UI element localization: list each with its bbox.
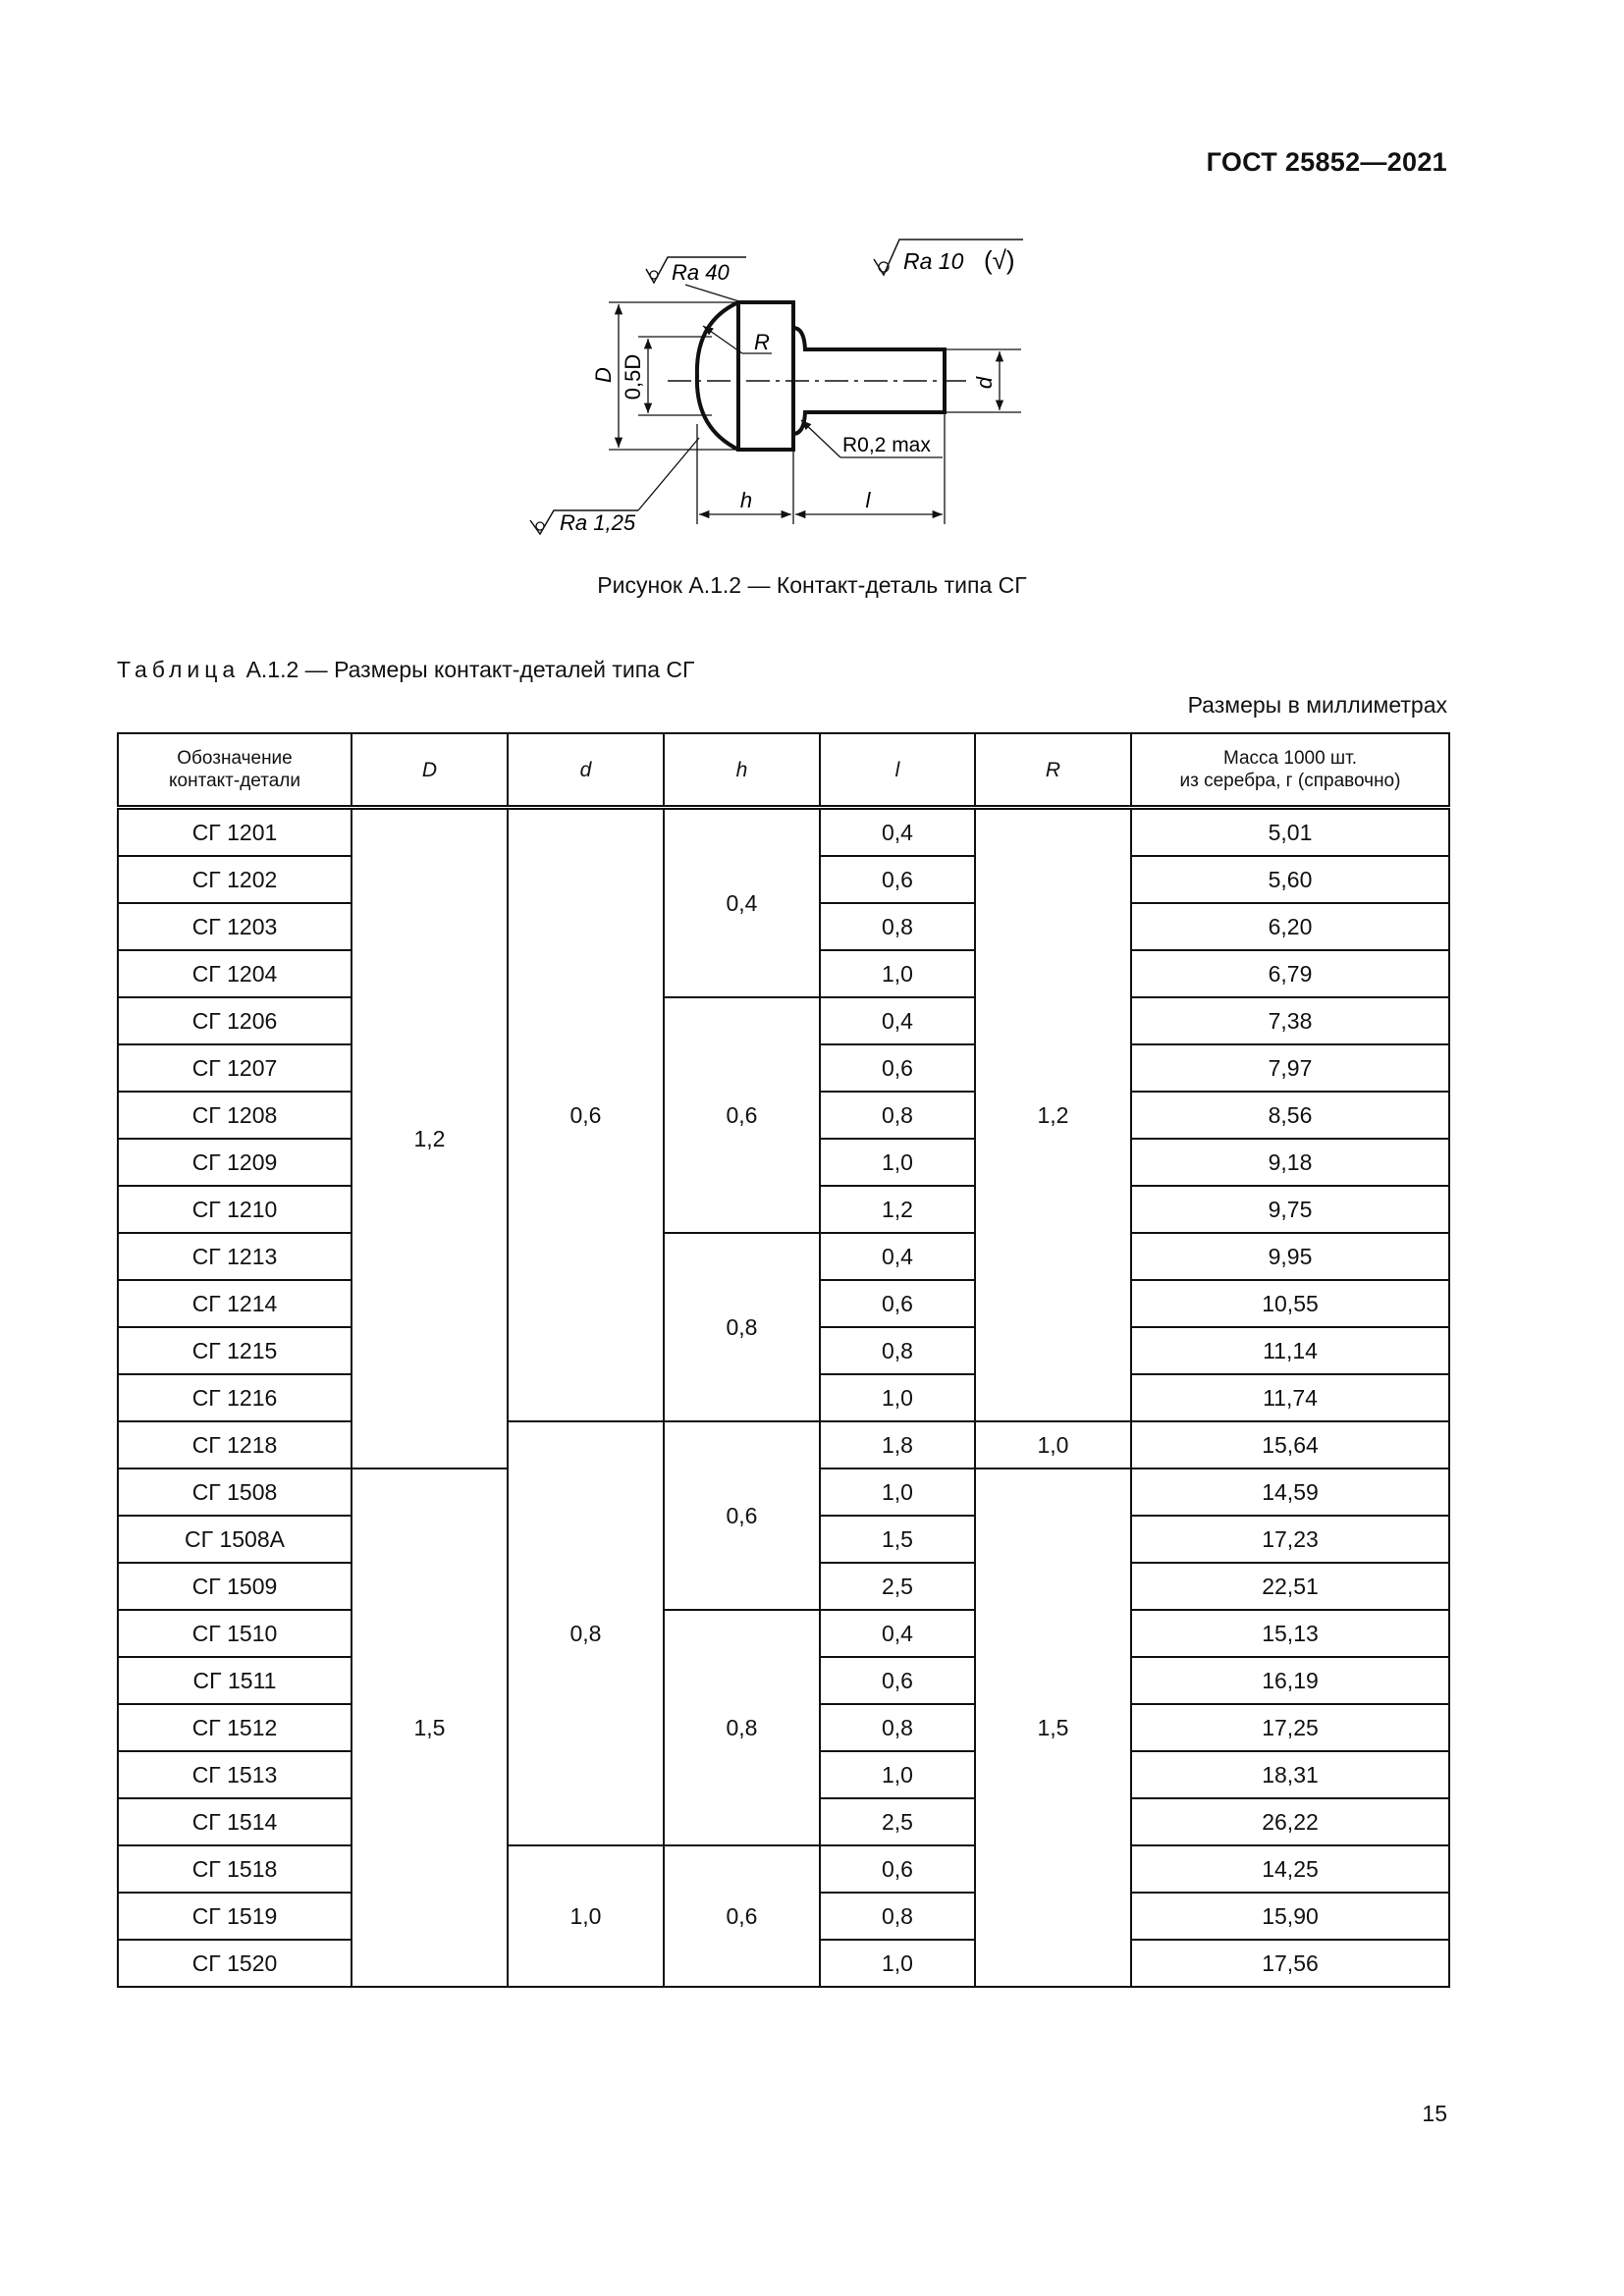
cell-h: 0,6 xyxy=(664,1421,820,1610)
standard-number: ГОСТ 25852—2021 xyxy=(1206,147,1447,177)
cell-mass: 9,95 xyxy=(1131,1233,1449,1280)
cell-h: 0,6 xyxy=(664,997,820,1233)
header-d: d xyxy=(508,733,664,808)
dim-d-label: d xyxy=(972,376,997,390)
cell-h: 0,8 xyxy=(664,1610,820,1845)
table-title-word: Таблица xyxy=(117,657,241,682)
dim-half-D-label: 0,5D xyxy=(621,353,645,400)
cell-D: 1,2 xyxy=(352,808,508,1469)
cell-mass: 14,25 xyxy=(1131,1845,1449,1893)
cell-designation: СГ 1203 xyxy=(118,903,352,950)
cell-R: 1,5 xyxy=(975,1468,1131,1987)
table-row xyxy=(118,1421,1449,1468)
table-row xyxy=(118,1610,1449,1657)
header-mass: Масса 1000 шт. из серебра, г (справочно) xyxy=(1131,733,1449,808)
cell-designation: СГ 1202 xyxy=(118,856,352,903)
cell-mass: 9,18 xyxy=(1131,1139,1449,1186)
page-number: 15 xyxy=(1422,2101,1447,2126)
cell-designation: СГ 1511 xyxy=(118,1657,352,1704)
cell-designation: СГ 1206 xyxy=(118,997,352,1044)
cell-l: 0,8 xyxy=(820,1893,975,1940)
cell-l: 1,0 xyxy=(820,950,975,997)
dim-D-label: D xyxy=(591,367,616,383)
cell-mass: 17,23 xyxy=(1131,1516,1449,1563)
cell-mass: 6,79 xyxy=(1131,950,1449,997)
cell-designation: СГ 1214 xyxy=(118,1280,352,1327)
cell-l: 0,4 xyxy=(820,997,975,1044)
cell-designation: СГ 1519 xyxy=(118,1893,352,1940)
cell-l: 1,0 xyxy=(820,1751,975,1798)
cell-d: 0,6 xyxy=(508,808,664,1422)
roughness-symbol-ra125 xyxy=(530,438,699,535)
cell-l: 0,6 xyxy=(820,1280,975,1327)
cell-mass: 10,55 xyxy=(1131,1280,1449,1327)
header-R: R xyxy=(975,733,1131,808)
cell-mass: 15,90 xyxy=(1131,1893,1449,1940)
svg-text:Ra 1,25: Ra 1,25 xyxy=(560,510,636,535)
cell-mass: 6,20 xyxy=(1131,903,1449,950)
cell-designation: СГ 1215 xyxy=(118,1327,352,1374)
dim-h-label: h xyxy=(739,488,753,512)
cell-D: 1,5 xyxy=(352,1468,508,1987)
cell-mass: 18,31 xyxy=(1131,1751,1449,1798)
table-title xyxy=(117,657,694,683)
header-designation: Обозначение контакт-детали xyxy=(118,733,352,808)
part-head-dome xyxy=(697,302,738,450)
cell-d: 1,0 xyxy=(508,1845,664,1987)
cell-designation: СГ 1204 xyxy=(118,950,352,997)
cell-designation: СГ 1512 xyxy=(118,1704,352,1751)
table-title-rest: А.1.2 — Размеры контакт-деталей типа СГ xyxy=(245,657,695,682)
dim-r-max-label: R0,2 max xyxy=(842,434,931,456)
cell-mass: 26,22 xyxy=(1131,1798,1449,1845)
cell-designation: СГ 1218 xyxy=(118,1421,352,1468)
header-l: l xyxy=(820,733,975,808)
dim-l-label: l xyxy=(865,488,871,512)
cell-mass: 5,01 xyxy=(1131,808,1449,857)
cell-mass: 5,60 xyxy=(1131,856,1449,903)
cell-designation: СГ 1213 xyxy=(118,1233,352,1280)
cell-l: 1,0 xyxy=(820,1940,975,1987)
cell-designation: СГ 1510 xyxy=(118,1610,352,1657)
cell-designation: СГ 1518 xyxy=(118,1845,352,1893)
cell-mass: 14,59 xyxy=(1131,1468,1449,1516)
cell-mass: 8,56 xyxy=(1131,1092,1449,1139)
cell-l: 1,0 xyxy=(820,1139,975,1186)
part-head-block xyxy=(738,302,793,450)
svg-text:Ra 40: Ra 40 xyxy=(672,260,730,285)
table-row xyxy=(118,808,1449,857)
cell-h: 0,6 xyxy=(664,1845,820,1987)
cell-R: 1,0 xyxy=(975,1421,1131,1468)
cell-l: 0,8 xyxy=(820,903,975,950)
table-header-row xyxy=(118,733,1449,808)
cell-designation: СГ 1513 xyxy=(118,1751,352,1798)
header-D: D xyxy=(352,733,508,808)
cell-mass: 11,74 xyxy=(1131,1374,1449,1421)
figure-caption: Рисунок А.1.2 — Контакт-деталь типа СГ xyxy=(597,572,1027,598)
cell-mass: 11,14 xyxy=(1131,1327,1449,1374)
cell-l: 0,4 xyxy=(820,1610,975,1657)
cell-l: 0,6 xyxy=(820,856,975,903)
cell-designation: СГ 1210 xyxy=(118,1186,352,1233)
svg-text:Ra 10: Ra 10 xyxy=(903,248,964,274)
roughness-symbol-ra40 xyxy=(646,257,746,285)
cell-designation: СГ 1514 xyxy=(118,1798,352,1845)
cell-l: 0,8 xyxy=(820,1327,975,1374)
cell-designation: СГ 1216 xyxy=(118,1374,352,1421)
table-row xyxy=(118,1233,1449,1280)
cell-designation: СГ 1208 xyxy=(118,1092,352,1139)
cell-l: 0,8 xyxy=(820,1704,975,1751)
cell-mass: 16,19 xyxy=(1131,1657,1449,1704)
cell-mass: 17,25 xyxy=(1131,1704,1449,1751)
contact-part-drawing xyxy=(511,218,1041,542)
table-units-note: Размеры в миллиметрах xyxy=(1187,692,1447,718)
header-h: h xyxy=(664,733,820,808)
cell-l: 2,5 xyxy=(820,1798,975,1845)
dimensions-table xyxy=(117,732,1450,1988)
paren-check-icon: (√) xyxy=(984,245,1015,275)
cell-h: 0,4 xyxy=(664,808,820,998)
cell-l: 0,4 xyxy=(820,808,975,857)
cell-h: 0,8 xyxy=(664,1233,820,1421)
cell-l: 0,8 xyxy=(820,1092,975,1139)
cell-designation: СГ 1209 xyxy=(118,1139,352,1186)
dim-R-label: R xyxy=(754,330,770,354)
cell-d: 0,8 xyxy=(508,1421,664,1845)
cell-designation: СГ 1508А xyxy=(118,1516,352,1563)
roughness-symbol-ra10 xyxy=(874,240,1023,275)
cell-l: 0,6 xyxy=(820,1845,975,1893)
cell-l: 0,6 xyxy=(820,1044,975,1092)
cell-mass: 15,64 xyxy=(1131,1421,1449,1468)
cell-l: 1,2 xyxy=(820,1186,975,1233)
cell-R: 1,2 xyxy=(975,808,1131,1422)
cell-l: 2,5 xyxy=(820,1563,975,1610)
cell-designation: СГ 1201 xyxy=(118,808,352,857)
table-row xyxy=(118,997,1449,1044)
cell-l: 1,0 xyxy=(820,1468,975,1516)
cell-mass: 22,51 xyxy=(1131,1563,1449,1610)
cell-l: 0,4 xyxy=(820,1233,975,1280)
cell-mass: 7,38 xyxy=(1131,997,1449,1044)
cell-designation: СГ 1520 xyxy=(118,1940,352,1987)
cell-mass: 15,13 xyxy=(1131,1610,1449,1657)
cell-designation: СГ 1508 xyxy=(118,1468,352,1516)
cell-l: 1,8 xyxy=(820,1421,975,1468)
cell-l: 1,0 xyxy=(820,1374,975,1421)
cell-mass: 17,56 xyxy=(1131,1940,1449,1987)
cell-mass: 9,75 xyxy=(1131,1186,1449,1233)
table-row xyxy=(118,1845,1449,1893)
cell-designation: СГ 1509 xyxy=(118,1563,352,1610)
cell-designation: СГ 1207 xyxy=(118,1044,352,1092)
cell-mass: 7,97 xyxy=(1131,1044,1449,1092)
cell-l: 1,5 xyxy=(820,1516,975,1563)
cell-l: 0,6 xyxy=(820,1657,975,1704)
